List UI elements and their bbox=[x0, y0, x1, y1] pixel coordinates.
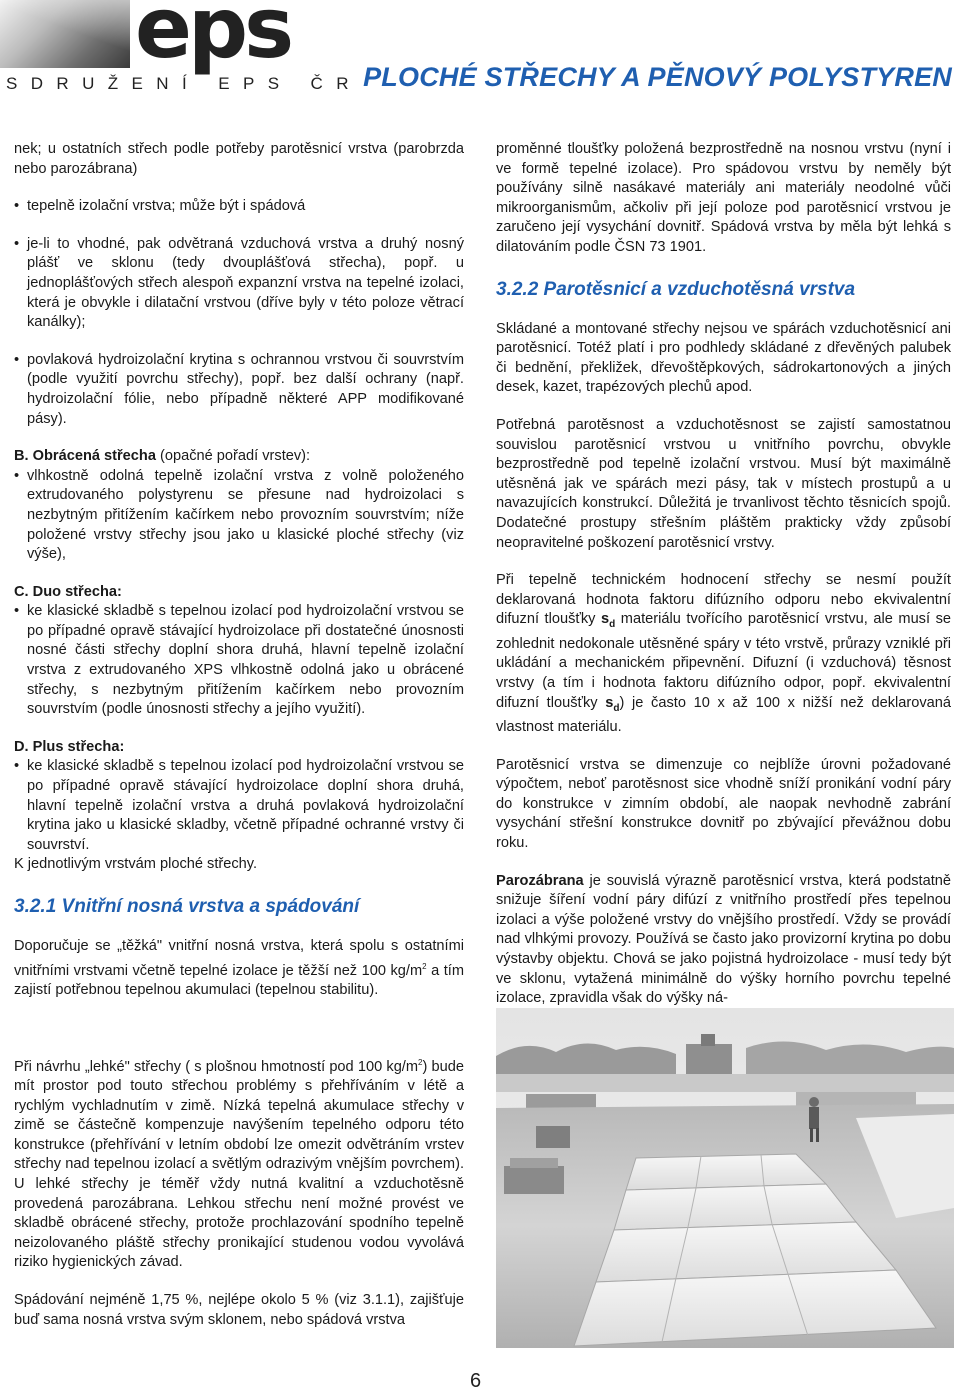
left-column bbox=[14, 140, 464, 1330]
list-item: • ke klasické skladbě s tepelnou izolací pod hydroizolační vrstvou se po případné opravě stávající hydroizolace doplní shora druhá, hlavní tepelně izolační vrstva a druhá povlaková hydroizolační krytina jako u klasické skladby, včetně případné ochranné vrstvy či souvrství. bbox=[14, 757, 464, 855]
page-number: 6 bbox=[470, 1370, 482, 1392]
list-item: • povlaková hydroizolační krytina s ochrannou vrstvou či souvrstvím (podle využití povrchu střechy), popř. bez další ochrany (např. hydroizolační fólie, nebo případně některé APP modifikované pásy). bbox=[14, 351, 464, 429]
list-b bbox=[14, 467, 464, 565]
list-c bbox=[14, 602, 464, 720]
heading-b bbox=[14, 447, 464, 467]
paragraph-322-2: Potřebná parotěsnost a vzduchotěsnost se zajistí samostatnou souvislou parotěsnicí vrstvou u vnitřního povrchu, obvykle bezprostředně pod tepelně izolační vrstvou. Musí být maximálně utěsněná jak ve spárách mezi pásy, tak v místech prostupů a u navazujících konstrukcí. Důležitá je trvanlivost těchto těsnicích spojů. Dodatečné prostupy střešním pláštěm prakticky vždy způsobí neopravitelné poškození parotěsnicí vrstvy. bbox=[496, 416, 951, 551]
list-item: • ke klasické skladbě s tepelnou izolací pod hydroizolační vrstvou se po případné opravě stávající hydroizolace při dostatečné únosnosti nosné části střechy doplní shora druhá, hlavní tepelně izolační vrstva z extrudovaného XPS vlhkostně odolná jako u obrácené střechy, s nezbytným přitížením kačírkem nebo provozním souvrstvím (podle únosnosti střechy a jejího využití). bbox=[14, 602, 464, 720]
text-run: Při tepelně technickém hodnocení střechy se nesmí použít deklarovaná hodnota faktoru difúzního odporu nebo ekvivalentní difuzní tloušťky bbox=[496, 572, 951, 628]
text-run: je souvislá výrazně parotěsnicí vrstva, která podstatně snižuje šíření vodní páry difúzí z vnitřního prostředí přes tepelnou izolaci a výše položené vrstvy do vnějšího prostředí. Vždy se provádí nad vlhkými provozy. Používá se často jako provizorní krytina po dobu výstavby objektu. Chová se jako pojistná hydroizolace - musí tedy být ve sklonu, vytažená minimálně do výšky horního povrchu tepelné izolace, zpravidla však do výšky ná- bbox=[496, 872, 951, 1007]
subscript: d bbox=[609, 619, 616, 631]
right-column bbox=[496, 140, 951, 1009]
logo-graphic bbox=[0, 0, 130, 68]
list-item: • vlhkostně odolná tepelně izolační vrstva z volně položeného extrudovaného polystyrenu se přesune nad hydroizolaci s nezbytným přitížením kačírkem nebo provozním souvrstvím; níže položené vrstvy střechy jsou jako u klasické ploché střechy (viz výše), bbox=[14, 467, 464, 565]
roof-photo-illustration bbox=[496, 1008, 954, 1348]
paragraph-322-4: Parotěsnicí vrstva se dimenzuje co nejblíže úrovni požadované výpočtem, neboť parotěsnost sice vhodně sníží pronikání vodní páry do konstrukce v zimním období, ale naopak nevhodně zabrání vysychání střešní konstrukce dovnitř po zbývající převážnou dobu roku. bbox=[496, 756, 951, 852]
paragraph-d-after: K jednotlivým vrstvám ploché střechy. bbox=[14, 856, 258, 873]
subscript: d bbox=[613, 702, 620, 714]
paragraph-321-a bbox=[14, 937, 464, 1001]
symbol-s: s bbox=[601, 611, 610, 628]
symbol-sd bbox=[605, 694, 620, 714]
term-parozabrana: Parozábrana bbox=[496, 872, 584, 889]
paragraph-322-3 bbox=[496, 571, 951, 738]
logo-subtitle: SDRUŽENÍ EPS ČR bbox=[6, 74, 362, 93]
symbol-s: s bbox=[605, 694, 614, 711]
text-run: ) bude mít prostor pod touto střechou problémy s přehříváním v létě a rychlým vychladnutím v zimě. Nízká tepelná akumulace střechy v zimě se částečně kompenzuje navýšením tepelného odporu této konstrukce (přehřívání v letním období lze omezit odvětráním vrstev střechy nad tepelnou izolací a světlým odrazivým vnějším povrchem). U lehké střechy je téměř vždy nutná kvalitní a vzduchotěsně provedená parozábrana. Lehkou střechu není možné provést ve skladbě obrácené střechy, protože prochlazování spodního tepelně neizolovaného pláště střechy pronikající studenou vodou vyvolává riziko hygienických závad. bbox=[14, 1058, 465, 1271]
heading-b-title: B. Obrácená střecha bbox=[14, 448, 156, 465]
paragraph-322-5 bbox=[496, 872, 951, 1009]
list-item: • tepelně izolační vrstva; může být i spádová bbox=[14, 197, 464, 217]
heading-b-tail: (opačné pořadí vrstev): bbox=[155, 448, 311, 465]
section-heading-321: 3.2.1 Vnitřní nosná vrstva a spádování bbox=[14, 896, 360, 917]
layer-list bbox=[14, 197, 464, 429]
superscript: 2 bbox=[422, 961, 427, 971]
heading-d: D. Plus střecha: bbox=[14, 738, 125, 755]
text-run: a tím zajistí potřebnou tepelnou akumulaci (tepelnou stabilitu). bbox=[14, 962, 464, 999]
page-title: PLOCHÉ STŘECHY A PĚNOVÝ POLYSTYREN bbox=[363, 62, 952, 92]
paragraph-322-1: Skládané a montované střechy nejsou ve spárách vzduchotěsnicí ani parotěsnicí. Totéž platí i pro podhledy skládané z dřevěných palubek či bednění, překližek, dřevoštěpkových, sádrokartonových a jiných desek, kazet, trapézových plechů apod. bbox=[496, 320, 951, 396]
list-item: • je-li to vhodné, pak odvětraná vzduchová vrstva a druhý nosný plášť ve sklonu (tedy dvouplášťová střecha), popř. u jednoplášťových střech alespoň expanzní vrstva na tepelné izolaci, která je obvykle i dilatační vrstvou (dříve byly v této poloze větrací kanálky); bbox=[14, 235, 464, 333]
paragraph-321-b bbox=[14, 1053, 464, 1273]
roof-photo bbox=[496, 1008, 954, 1348]
paragraph-continued: proměnné tloušťky položená bezprostředně na nosnou vrstvu (nyní i ve formě tepelné izolace). Pro spádovou vrstvu by neměly být používány silně nasákavé materiály ani materiály neodolné vůči mikroorganismům, ačkoliv při její poloze pod parotěsnicí vrstvou je zaručeno její vysychání dovnitř. Spádová vrstva by měla být lehká s dilatováním podle ČSN 73 1901. bbox=[496, 141, 951, 255]
text-run: Při návrhu „lehké" střechy ( s plošnou hmotností pod 100 kg/m bbox=[14, 1058, 419, 1075]
text-run: Doporučuje se „těžká" vnitřní nosná vrstva, která spolu s ostatními vnitřními vrstvami včetně tepelné izolace je těžší než 100 kg/m bbox=[14, 938, 464, 979]
heading-c: C. Duo střecha: bbox=[14, 583, 122, 600]
logo-text: eps bbox=[135, 0, 291, 77]
page-header bbox=[0, 0, 960, 110]
text-run: ) je často 10 x až 100 x nižší než deklarovaná vlastnost materiálu. bbox=[496, 694, 952, 736]
paragraph-intro: nek; u ostatních střech podle potřeby parotěsnicí vrstva (parobrzda nebo parozábrana) bbox=[14, 141, 464, 177]
section-heading-322: 3.2.2 Parotěsnicí a vzduchotěsná vrstva bbox=[496, 278, 856, 300]
symbol-sd bbox=[601, 611, 616, 631]
paragraph-321-c: Spádování nejméně 1,75 %, nejlépe okolo 5 % (viz 3.1.1), zajišťuje buď sama nosná vrstva svým sklonem, nebo spádová vrstva bbox=[14, 1292, 464, 1328]
text-run: materiálu tvořícího parotěsnicí vrstvu, ale musí se zohlednit nedokonale utěsněné spáry v této vrstvě, průrazy vzniklé při ukládání a mechanickém připevnění. Difuzní (i vzduchová) těsnost vrstvy (a tím i hodnota faktoru difúzního odpor, popř. ekvivalentní difuzní tloušťky bbox=[496, 611, 952, 711]
superscript: 2 bbox=[418, 1057, 423, 1067]
list-d bbox=[14, 757, 464, 855]
